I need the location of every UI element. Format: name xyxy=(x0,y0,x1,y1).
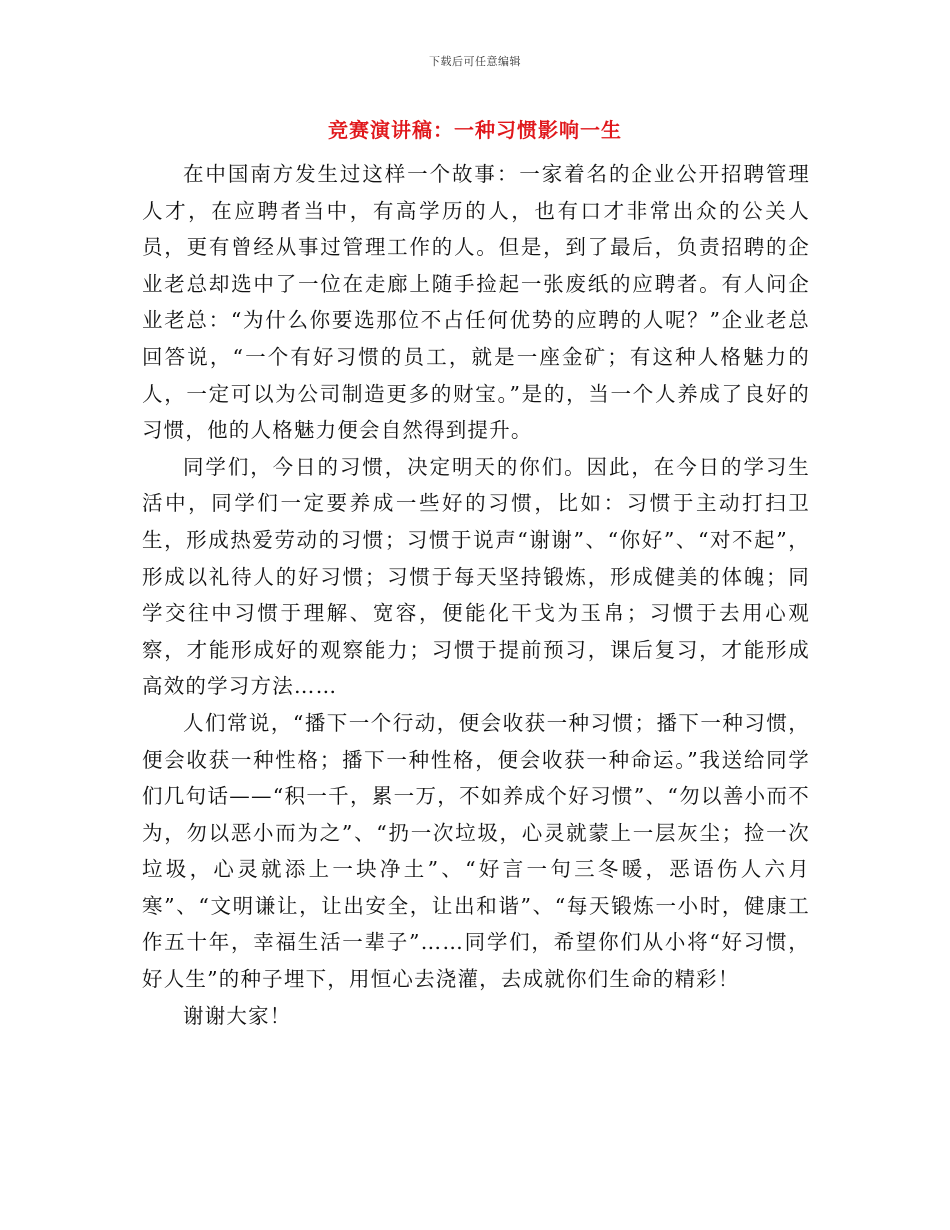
page-header: 下载后可任意编辑 xyxy=(429,55,521,68)
document-title: 竞赛演讲稿：一种习惯影响一生 xyxy=(328,118,622,142)
paragraph-habits: 同学们，今日的习惯，决定明天的你们。因此，在今日的学习生活中，同学们一定要养成一些好的习惯，比如：习惯于主动打扫卫生，形成热爱劳动的习惯；习惯于说声“谢谢”、“你好”、“对不起”，形成以礼待人的好习惯；习惯于每天坚持锻炼，形成健美的体魄；同学交往中习惯于理解、宽容，便能化干戈为玉帛；习惯于去用心观察，才能形成好的观察能力；习惯于提前预习，课后复习，才能形成高效的学习方法…… xyxy=(142,454,810,699)
document-body xyxy=(142,156,810,1034)
paragraph-thanks: 谢谢大家！ xyxy=(183,1003,292,1028)
paragraph-story: 在中国南方发生过这样一个故事：一家着名的企业公开招聘管理人才，在应聘者当中，有高学历的人，也有口才非常出众的公关人员，更有曾经从事过管理工作的人。但是，到了最后，负责招聘的企业老总却选中了一位在走廊上随手捡起一张废纸的应聘者。有人问企业老总：“为什么你要选那位不占任何优势的应聘的人呢？”企业老总回答说，“一个有好习惯的员工，就是一座金矿；有这种人格魅力的人，一定可以为公司制造更多的财宝。”是的，当一个人养成了良好的习惯，他的人格魅力便会自然得到提升。 xyxy=(142,162,810,443)
paragraph-sayings: 人们常说，“播下一个行动，便会收获一种习惯；播下一种习惯，便会收获一种性格；播下一种性格，便会收获一种命运。”我送给同学们几句话——“积一千，累一万，不如养成个好习惯”、“勿以善小而不为，勿以恶小而为之”、“扔一次垃圾，心灵就蒙上一层灰尘；捡一次垃圾，心灵就添上一块净土”、“好言一句三冬暖，恶语伤人六月寒”、“文明谦让，让出安全，让出和谐”、“每天锻炼一小时，健康工作五十年，幸福生活一辈子”……同学们，希望你们从小将“好习惯，好人生”的种子埋下，用恒心去浇灌，去成就你们生命的精彩！ xyxy=(142,710,810,992)
